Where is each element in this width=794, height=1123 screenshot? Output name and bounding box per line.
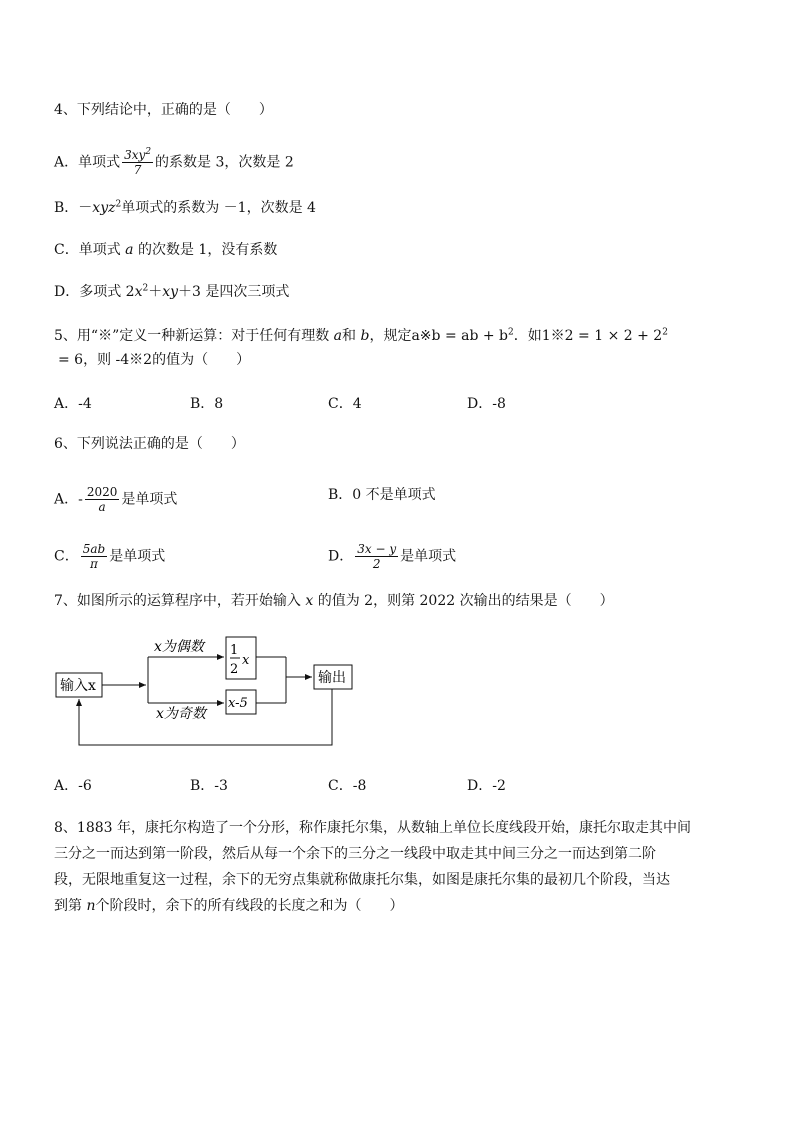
q6-option-d <box>328 542 456 571</box>
q7-option-b: B．-3 <box>190 778 228 794</box>
q7-option-c: C．-8 <box>328 778 367 794</box>
q4-a-fraction <box>122 148 153 177</box>
q7-option-d: D．-2 <box>467 778 506 794</box>
q4-d-var2: xy <box>162 284 179 300</box>
q5-line1-c: ，规定a※b = ab + b <box>369 328 509 344</box>
q8-line-1: 8、1883 年，康托尔构造了一个分形，称作康托尔集，从数轴上单位长度线段开始，康托尔取走其中间 <box>54 820 691 836</box>
q6-c-num: 5ab <box>82 542 106 556</box>
q5-line1-b: 和 <box>342 328 361 344</box>
q4-c-prefix: C．单项式 <box>54 242 126 258</box>
q4-option-d <box>54 282 289 302</box>
q4-a-frac-den: 7 <box>133 163 142 177</box>
q6-d-prefix: D． <box>328 548 354 565</box>
q7-option-a: A．-6 <box>54 778 92 794</box>
even-label: x为偶数 <box>154 639 204 655</box>
q5-option-c: C．4 <box>328 396 362 412</box>
q6-c-prefix: C． <box>54 548 79 565</box>
q4-b-var: xyz <box>92 200 116 216</box>
q5-line1-a: 5、用“※”定义一种新运算：对于任何有理数 <box>54 328 334 344</box>
q4-c-var: a <box>125 242 134 258</box>
half-var: x <box>242 653 250 668</box>
q5-stem-line2: = 6，则 -4※2的值为（ ） <box>58 352 251 368</box>
q4-stem: 4、下列结论中，正确的是（ ） <box>54 102 273 118</box>
q6-option-c <box>54 542 165 571</box>
q7-stem-b: 的值为 2，则第 2022 次输出的结果是（ ） <box>317 593 614 609</box>
half-num: 1 <box>230 643 239 658</box>
q5-option-b: B．8 <box>190 396 224 412</box>
q4-d-prefix: D．多项式 2 <box>54 284 135 300</box>
odd-label: x为奇数 <box>156 706 206 722</box>
q6-d-fraction <box>355 542 398 571</box>
q6-d-den: 2 <box>372 557 381 571</box>
q4-d-suffix: ＋3 是四次三项式 <box>178 284 290 300</box>
q8-line-3: 段，无限地重复这一过程，余下的无穷点集就称做康托尔集，如图是康托尔集的最初几个阶段，当达 <box>54 872 670 888</box>
q4-option-a <box>54 148 294 177</box>
half-den: 2 <box>230 662 239 677</box>
q4-option-b <box>54 198 316 218</box>
q4-a-frac-num: 3xy <box>124 148 146 162</box>
q7-flow-diagram <box>0 620 400 755</box>
q4-d-var1: x <box>134 284 143 300</box>
q4-d-mid: ＋ <box>148 284 163 300</box>
q6-option-b: B．0 不是单项式 <box>328 487 436 503</box>
q6-a-fraction <box>85 485 120 514</box>
q6-d-suffix: 是单项式 <box>400 548 457 565</box>
q4-d-exp: 2 <box>142 283 149 294</box>
q5-stem-line1 <box>54 326 668 346</box>
q4-option-c <box>54 240 277 260</box>
q8-line4-a: 到第 <box>54 898 87 914</box>
q6-c-suffix: 是单项式 <box>109 548 166 565</box>
q4-a-frac-num-exp: 2 <box>145 147 152 157</box>
q7-var-x: x <box>305 593 314 609</box>
q5-option-d: D．-8 <box>467 396 506 412</box>
q5-var-a: a <box>333 328 343 344</box>
q6-a-den: a <box>98 500 106 514</box>
q5-line1-d: ．如1※2 = 1 × 2 + 2 <box>513 328 663 344</box>
q5-var-b: b <box>360 328 370 344</box>
q7-stem <box>54 591 614 611</box>
q5-exp1: 2 <box>508 327 514 338</box>
q6-option-a <box>54 485 177 514</box>
q6-d-num: 3x − y <box>357 542 397 556</box>
q6-stem: 6、下列说法正确的是（ ） <box>54 436 245 452</box>
input-box-label: 输入x <box>60 678 96 694</box>
q4-b-suffix: 单项式的系数为 －1，次数是 4 <box>121 200 316 216</box>
q6-a-num: 2020 <box>86 485 118 499</box>
q4-b-exp: 2 <box>115 199 122 210</box>
q5-exp2: 2 <box>662 327 668 338</box>
q5-option-a: A．-4 <box>54 396 92 412</box>
q4-a-suffix: 的系数是 3，次数是 2 <box>155 154 294 171</box>
q6-a-suffix: 是单项式 <box>121 491 178 508</box>
q6-c-den: π <box>90 557 98 571</box>
q4-a-prefix: A．单项式 <box>54 154 121 171</box>
output-box-label: 输出 <box>318 670 346 686</box>
q8-line-4 <box>54 896 403 916</box>
q6-c-fraction <box>81 542 107 571</box>
q8-line4-b: 个阶段时，余下的所有线段的长度之和为（ ） <box>95 898 404 914</box>
minus-five-label: x-5 <box>228 696 248 711</box>
q7-stem-a: 7、如图所示的运算程序中，若开始输入 <box>54 593 306 609</box>
q8-line-2: 三分之一而达到第一阶段，然后从每一个余下的三分之一线段中取走其中间三分之一而达到第二阶 <box>54 846 656 862</box>
q4-b-prefix: B．－ <box>54 200 93 216</box>
q8-var-n: n <box>86 898 96 914</box>
q6-a-prefix: A．- <box>54 491 83 508</box>
q4-c-suffix: 的次数是 1，没有系数 <box>137 242 278 258</box>
